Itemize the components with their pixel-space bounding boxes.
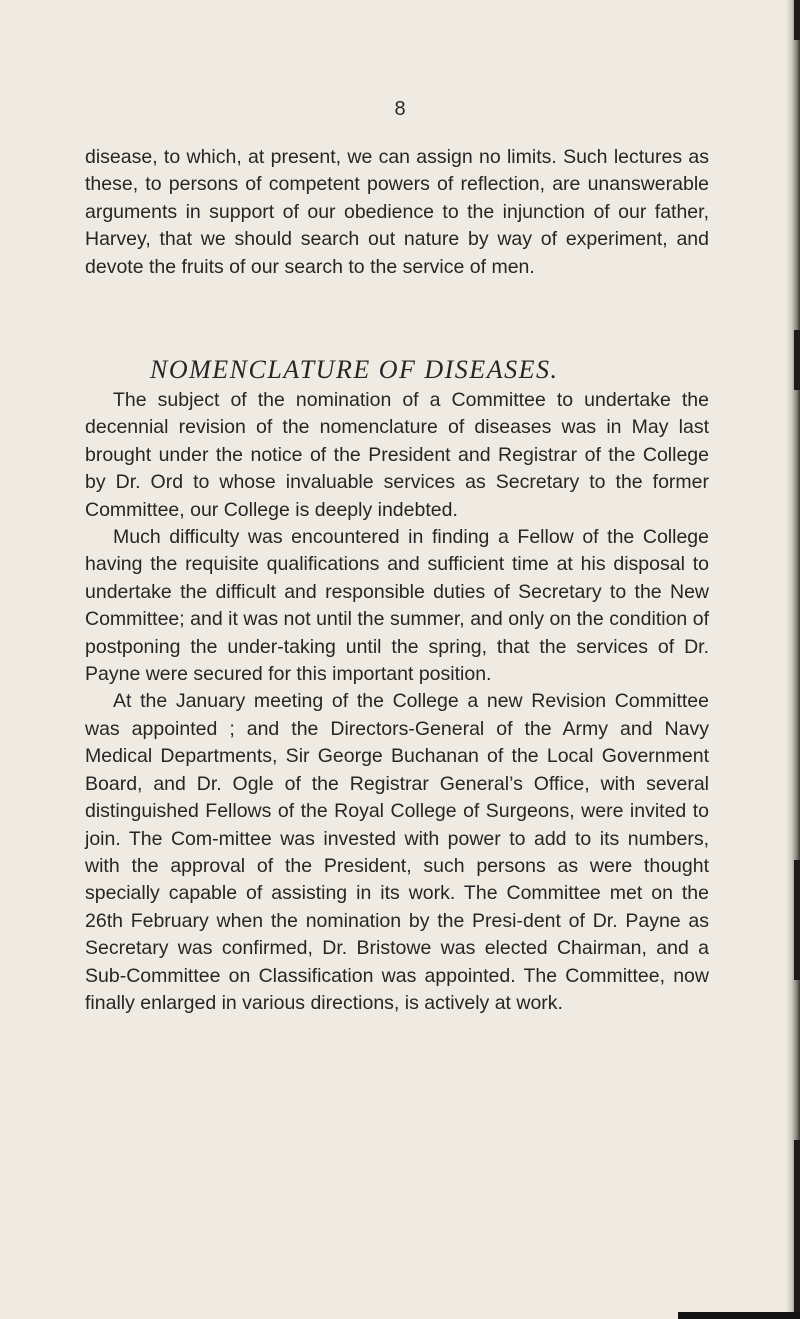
section-heading: NOMENCLATURE OF DISEASES.	[150, 355, 559, 384]
bottom-edge-bar	[678, 1312, 800, 1319]
page-edge-shadow	[786, 0, 800, 1319]
intro-paragraph: disease, to which, at present, we can assign no limits. Such lectures as these, to persons of competent powers of reflection, are unanswerable arguments in support of our obedience to the injunction of our father, Harvey, that we should search out nature by way of experiment, and devote the fruits of our search to the service of men.	[85, 146, 709, 278]
paragraph-2: Much difficulty was encountered in finding a Fellow of the College having the requisite qualifications and sufficient time at his disposal to undertake the difficult and responsible duties of Secretary to the New Committee; and it was not until the summer, and only on the condition of postponing the under-taking until the spring, that the services of Dr. Payne were secured for this important position.	[85, 526, 709, 686]
page-edge-mark	[794, 0, 800, 40]
page-edge-mark	[794, 860, 800, 980]
paragraph-3: At the January meeting of the College a new Revision Committee was appointed ; and the Directors-General of the Army and Navy Medical Departments, Sir George Buchanan of the Local Government Board, and Dr. Ogle of the Registrar General’s Office, with several distinguished Fellows of the Royal College of Surgeons, were invited to join. The Com-mittee was invested with power to add to its numbers, with the approval of the President, such persons as were thought specially capable of assisting in its work. The Committee met on the 26th February when the nomination by the Presi-dent of Dr. Payne as Secretary was confirmed, Dr. Bristowe was elected Chairman, and a Sub-Committee on Classification was appointed. The Committee, now finally enlarged in various directions, is actively at work.	[85, 690, 709, 1014]
page-edge-mark	[794, 330, 800, 390]
intro-paragraph-block	[85, 144, 709, 281]
page-number: 8	[394, 98, 406, 120]
section-body	[85, 387, 709, 1017]
paragraph-1: The subject of the nomination of a Committee to undertake the decennial revision of the nomenclature of diseases was in May last brought under the notice of the President and Registrar of the College by Dr. Ord to whose invaluable services as Secretary to the former Committee, our College is deeply indebted.	[85, 389, 709, 521]
page-edge-mark	[794, 1140, 800, 1319]
